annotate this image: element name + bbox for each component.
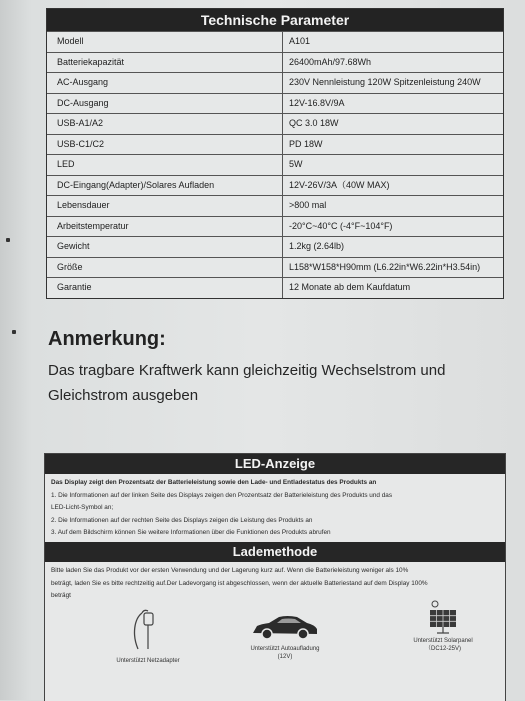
table-row (47, 52, 503, 73)
table-row (47, 134, 503, 155)
row-label: USB-A1/A2 (47, 114, 283, 134)
row-label: Garantie (47, 278, 283, 298)
table-row (47, 236, 503, 257)
adapter-icon (128, 605, 168, 655)
solar-panel-icon (426, 599, 460, 635)
lade-section-title: Lademethode (45, 542, 505, 562)
lade-line: Bitte laden Sie das Produkt vor der ersten Verwendung und der Lagerung kurz auf. Wenn die Batterieleistung weniger als 10% (51, 566, 409, 574)
row-value: L158*W158*H90mm (L6.22in*W6.22in*H3.54in) (289, 261, 481, 272)
adapter-option (103, 605, 193, 665)
note-heading: Anmerkung: (48, 328, 166, 350)
row-value: 1.2kg (2.64lb) (289, 241, 345, 251)
adapter-caption: Unterstützt Netzadapter (116, 657, 180, 664)
table-row (47, 257, 503, 278)
row-value: >800 mal (289, 200, 327, 210)
lade-line: beträgt, laden Sie es bitte rechtzeitig auf.Der Ladevorgang ist abgeschlossen, wenn der aktuelle Batteriestand auf dem Display 100% (51, 579, 428, 587)
lade-line: beträgt (51, 592, 71, 600)
led-description (45, 474, 505, 538)
row-label: Gewicht (47, 237, 283, 257)
table-row (47, 154, 503, 175)
parameter-table (46, 8, 504, 299)
row-value: 230V Nennleistung 120W Spitzenleistung 240W (289, 77, 481, 87)
page-mark (6, 238, 10, 242)
table-row (47, 277, 503, 298)
row-label: DC-Ausgang (47, 94, 283, 114)
solar-caption: Unterstützt Solarpanel (413, 637, 473, 644)
led-line: LED-Licht-Symbol an; (51, 504, 114, 512)
table-row (47, 93, 503, 114)
table-row (47, 31, 503, 52)
table-row (47, 216, 503, 237)
led-intro: Das Display zeigt den Prozentsatz der Batterieleistung sowie den Lade- und Entladestatus des Produkts an (51, 479, 377, 486)
solar-caption-2: （DC12-25V) (424, 645, 461, 652)
info-box (44, 453, 506, 701)
page-mark (12, 330, 16, 334)
row-label: AC-Ausgang (47, 73, 283, 93)
car-caption-2: (12V) (277, 653, 293, 660)
table-row (47, 195, 503, 216)
row-value: 12 Monate ab dem Kaufdatum (289, 282, 411, 292)
row-label: Batteriekapazität (47, 53, 283, 73)
car-caption: Unterstützt Autoaufladung (250, 645, 320, 652)
led-line: 2. Die Informationen auf der rechten Seite des Displays zeigen die Leistung des Produkts an (51, 516, 313, 524)
row-label: Lebensdauer (47, 196, 283, 216)
table-row (47, 72, 503, 93)
row-label: DC-Eingang(Adapter)/Solares Aufladen (47, 176, 283, 196)
row-value: A101 (289, 36, 311, 46)
car-option (235, 613, 335, 661)
row-label: Modell (47, 32, 283, 52)
led-section-title: LED-Anzeige (45, 454, 505, 474)
row-value: -20°C~40°C (-4°F~104°F) (289, 220, 393, 231)
led-line: 3. Auf dem Bildschirm können Sie weitere Informationen über die Funktionen des Produkts abrufen (51, 529, 331, 537)
charging-methods (45, 601, 505, 691)
led-line: 1. Die Informationen auf der linken Seite des Displays zeigen den Prozentsatz der Batterieleistung des Produkts und das (51, 491, 393, 499)
row-value: 26400mAh/97.68Wh (289, 56, 372, 67)
row-label: USB-C1/C2 (47, 135, 283, 155)
row-label: Größe (47, 258, 283, 278)
solar-option (393, 599, 493, 653)
row-value: PD 18W (289, 138, 323, 149)
car-icon (249, 613, 321, 643)
table-row (47, 175, 503, 196)
row-label: Arbeitstemperatur (47, 217, 283, 237)
row-value: 5W (289, 159, 303, 169)
row-value: 12V-16.8V/9A (289, 97, 345, 108)
row-value: 12V-26V/3A（40W MAX) (289, 179, 390, 190)
row-label: LED (47, 155, 283, 175)
table-title: Technische Parameter (47, 9, 503, 31)
row-value: QC 3.0 18W (289, 118, 339, 128)
lade-description (45, 562, 505, 601)
note-text: Das tragbare Kraftwerk kann gleichzeitig Wechselstrom und Gleichstrom ausgeben (48, 362, 446, 404)
table-row (47, 113, 503, 134)
